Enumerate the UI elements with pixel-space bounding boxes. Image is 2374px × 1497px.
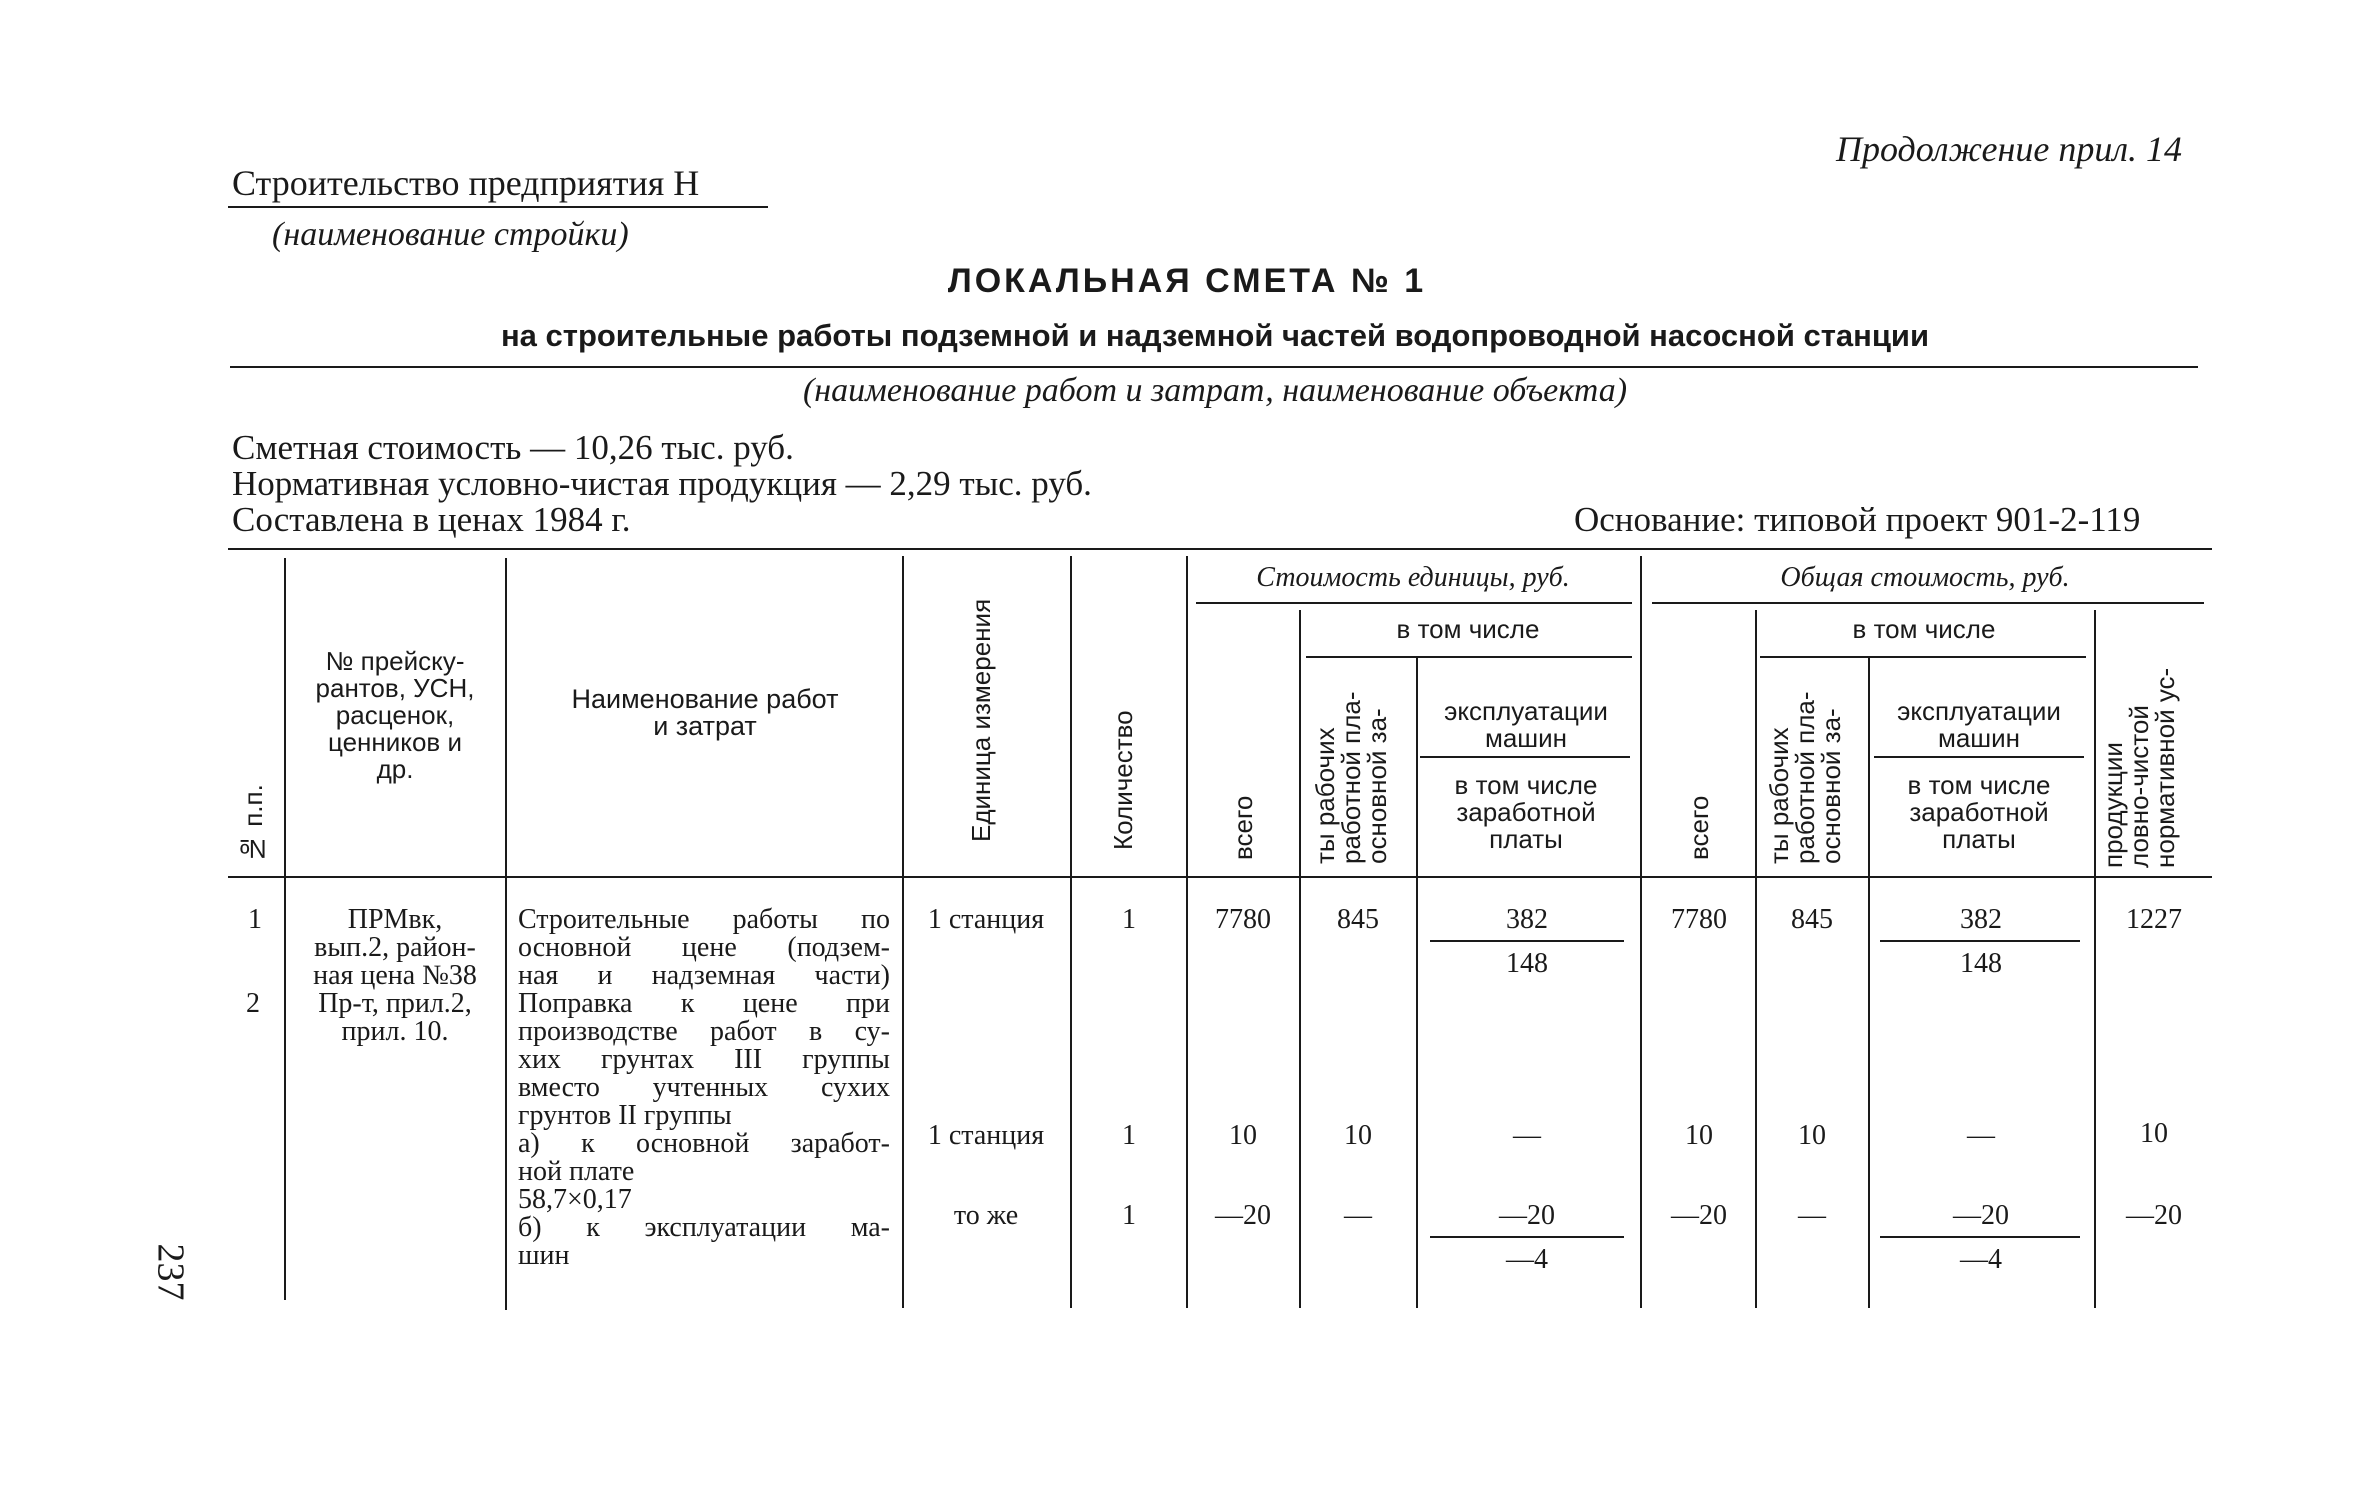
header-total-total: всего <box>1684 795 1714 860</box>
unit-total: 7780 <box>1215 904 1271 935</box>
unit-machines: 382 <box>1506 904 1548 935</box>
fraction-line <box>1880 1236 2080 1238</box>
unit-mach-line <box>1420 756 1630 758</box>
total-machines-wages: —4 <box>1960 1244 2002 1275</box>
unit-wages: — <box>1344 1200 1372 1231</box>
table-top-border <box>228 548 2212 550</box>
header-total-wages: основной за- работной пла- ты рабочих <box>1764 691 1846 864</box>
total-total: 7780 <box>1671 904 1727 935</box>
table-header-bottom-border <box>228 876 2212 878</box>
unit-cost-group-line <box>1196 602 1632 604</box>
header-total-mach-wages: в том числе заработной платы <box>1907 770 2051 854</box>
header-qty: Количество <box>1108 710 1138 850</box>
fraction-line <box>1430 940 1624 942</box>
header-unit-incl: в том числе <box>1396 614 1540 644</box>
continuation-note: Продолжение прил. 14 <box>1836 129 2183 169</box>
col-divider <box>1640 556 1642 1308</box>
total-machines: 382 <box>1960 904 2002 935</box>
fraction-line <box>1880 940 2080 942</box>
basis-project: Основание: типовой проект 901-2-119 <box>1574 500 2141 539</box>
unit-of-measure: 1 станция <box>927 904 1045 935</box>
unit-incl-line <box>1306 656 1632 658</box>
header-net-product: нормативной ус- ловно-чистой продукции <box>2098 667 2180 868</box>
header-total-cost: Общая стоимость, руб. <box>1780 562 2070 593</box>
total-machines: — <box>1967 1120 1995 1151</box>
subtitle-underline <box>230 366 2198 368</box>
total-machines-wages: 148 <box>1960 948 2002 979</box>
header-name: Наименование работ и затрат <box>571 684 839 741</box>
unit-wages: 845 <box>1337 904 1379 935</box>
col-divider <box>505 558 507 1310</box>
header-unit-mach-wages: в том числе заработной платы <box>1454 770 1598 854</box>
col-divider <box>1755 610 1757 1308</box>
header-unit: Единица измерения <box>966 598 996 842</box>
header-ref: № прейску- рантов, УСН, расценок, ценников и др. <box>315 646 475 784</box>
estimated-cost: Сметная стоимость — 10,26 тыс. руб. <box>232 428 794 467</box>
page-number: 237 <box>149 1243 192 1301</box>
header-total-incl: в том числе <box>1852 614 1996 644</box>
header-unit-machines: эксплуатации машин <box>1444 696 1608 753</box>
document-title: ЛОКАЛЬНАЯ СМЕТА № 1 <box>947 262 1427 300</box>
col-divider <box>1868 656 1870 1308</box>
net-product-cost: Нормативная условно-чистая продукция — 2,29 тыс. руб. <box>232 464 1092 503</box>
row-number: 1 <box>248 904 262 935</box>
construction-underline <box>228 206 768 208</box>
total-wages: 845 <box>1791 904 1833 935</box>
construction-caption: (наименование стройки) <box>272 216 629 253</box>
total-cost-group-line <box>1652 602 2204 604</box>
work-name: Строительные работы по основной цене (подзем- ная и надземная части) Поправка к цене при производстве работ в су- хих грунтах III группы вместо учтенных сухих грунтов II группы а) к основной заработ- ной плате 58,7×0,17 б) к эксплуатации ма- шин <box>518 904 890 1271</box>
header-unit-cost: Стоимость единицы, руб. <box>1256 562 1570 593</box>
col-divider <box>1070 556 1072 1308</box>
net-product: —20 <box>2126 1200 2182 1231</box>
total-total: 10 <box>1685 1120 1713 1151</box>
document-subtitle: на строительные работы подземной и надземной частей водопроводной насосной станции <box>500 318 1930 353</box>
total-incl-line <box>1760 656 2086 658</box>
total-mach-line <box>1874 756 2084 758</box>
unit-total: —20 <box>1215 1200 1271 1231</box>
total-wages: — <box>1798 1200 1826 1231</box>
total-total: —20 <box>1671 1200 1727 1231</box>
col-divider <box>1299 610 1301 1308</box>
header-unit-wages: основной за- работной пла- ты рабочих <box>1310 691 1392 864</box>
unit-total: 10 <box>1229 1120 1257 1151</box>
net-product: 1227 <box>2126 904 2182 935</box>
quantity: 1 <box>1122 1120 1136 1151</box>
col-divider <box>1186 556 1188 1308</box>
col-divider <box>2094 610 2096 1308</box>
net-product: 10 <box>2140 1118 2168 1149</box>
row-number: 2 <box>246 988 260 1019</box>
unit-machines-wages: 148 <box>1506 948 1548 979</box>
unit-machines: — <box>1513 1120 1541 1151</box>
price-level: Составлена в ценах 1984 г. <box>232 500 631 539</box>
header-unit-total: всего <box>1228 795 1258 860</box>
unit-wages: 10 <box>1344 1120 1372 1151</box>
header-total-machines: эксплуатации машин <box>1897 696 2061 753</box>
header-num: № п.п. <box>238 784 268 864</box>
total-wages: 10 <box>1798 1120 1826 1151</box>
subtitle-caption: (наименование работ и затрат, наименование объекта) <box>802 372 1628 409</box>
construction-name: Строительство предприятия Н <box>232 163 700 203</box>
unit-of-measure: то же <box>953 1200 1019 1231</box>
fraction-line <box>1430 1236 1624 1238</box>
price-reference: ПРМвк, вып.2, район- ная цена №38 Пр-т, прил.2, прил. 10. <box>313 904 477 1047</box>
total-machines: —20 <box>1953 1200 2009 1231</box>
col-divider <box>902 556 904 1308</box>
unit-machines: —20 <box>1499 1200 1555 1231</box>
quantity: 1 <box>1122 1200 1136 1231</box>
unit-machines-wages: —4 <box>1506 1244 1548 1275</box>
quantity: 1 <box>1122 904 1136 935</box>
unit-of-measure: 1 станция <box>927 1120 1045 1151</box>
col-divider <box>1416 656 1418 1308</box>
